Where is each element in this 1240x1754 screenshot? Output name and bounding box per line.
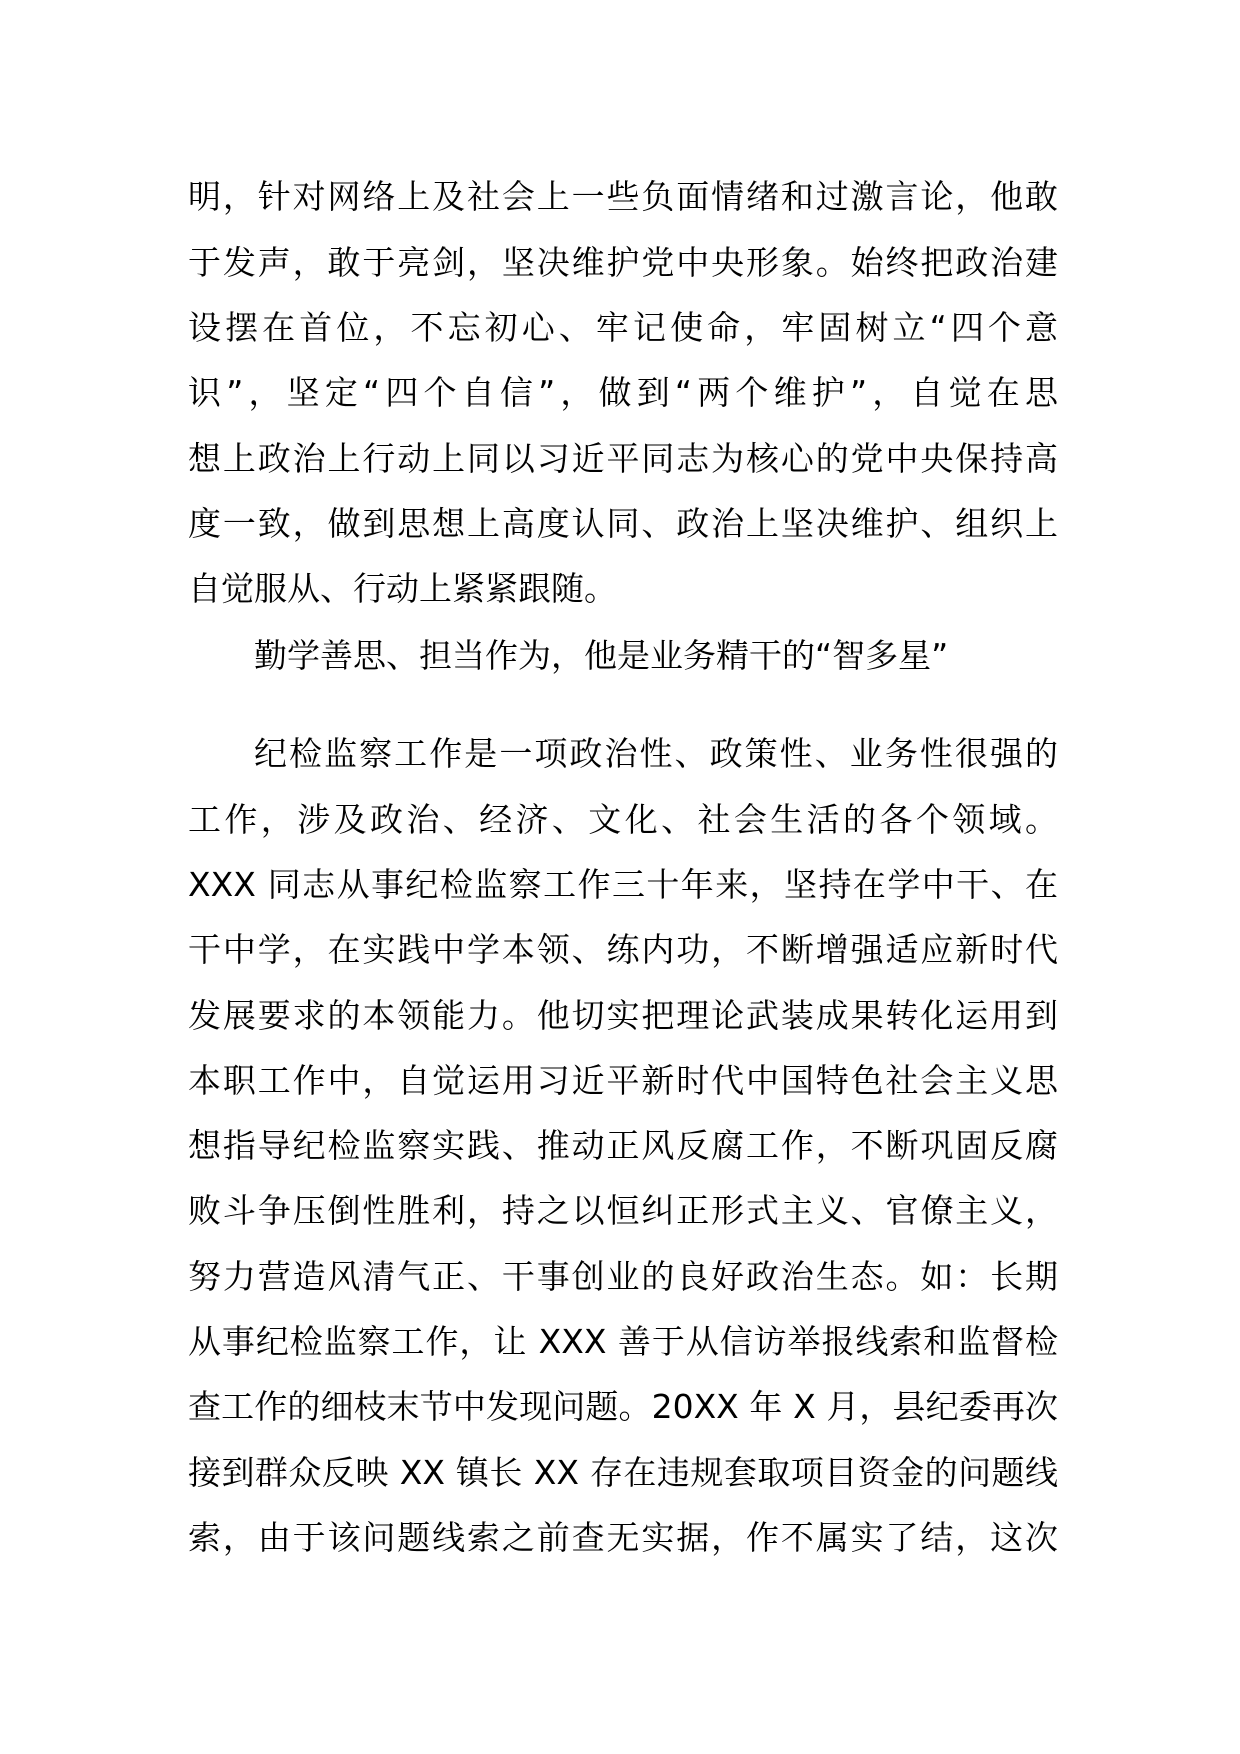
paragraph-1-line: 想上政治上行动上同以习近平同志为核心的党中央保持高 — [188, 439, 1058, 478]
paragraph-2-line: 工作，涉及政治、经济、文化、社会生活的各个领域。 — [188, 800, 1058, 839]
paragraph-1-line: 于发声，敢于亮剑，坚决维护党中央形象。始终把政治建 — [188, 243, 1058, 282]
paragraph-2-line: 想指导纪检监察实践、推动正风反腐工作，不断巩固反腐 — [188, 1126, 1058, 1165]
paragraph-2-line: 发展要求的本领能力。他切实把理论武装成果转化运用到 — [188, 996, 1058, 1035]
section-heading: 勤学善思、担当作为，他是业务精干的“智多星” — [254, 636, 949, 675]
paragraph-2-line: 纪检监察工作是一项政治性、政策性、业务性很强的 — [254, 734, 1058, 773]
paragraph-2-line: 查工作的细枝末节中发现问题。20XX 年 X 月，县纪委再次 — [188, 1387, 1058, 1426]
paragraph-1-line: 明，针对网络上及社会上一些负面情绪和过激言论，他敢 — [188, 177, 1058, 216]
paragraph-2-line: XXX 同志从事纪检监察工作三十年来，坚持在学中干、在 — [188, 865, 1058, 904]
paragraph-2-line: 败斗争压倒性胜利，持之以恒纠正形式主义、官僚主义， — [188, 1191, 1058, 1230]
paragraph-2-line: 本职工作中，自觉运用习近平新时代中国特色社会主义思 — [188, 1061, 1058, 1100]
paragraph-1-line: 自觉服从、行动上紧紧跟随。 — [188, 569, 617, 608]
paragraph-2-line: 索，由于该问题线索之前查无实据，作不属实了结，这次 — [188, 1518, 1058, 1557]
paragraph-1-line: 设摆在首位，不忘初心、牢记使命，牢固树立“四个意 — [188, 308, 1058, 347]
paragraph-2-line: 干中学，在实践中学本领、练内功，不断增强适应新时代 — [188, 930, 1058, 969]
paragraph-2-line: 努力营造风清气正、干事创业的良好政治生态。如：长期 — [188, 1257, 1058, 1296]
paragraph-1-line: 度一致，做到思想上高度认同、政治上坚决维护、组织上 — [188, 504, 1058, 543]
paragraph-2-line: 从事纪检监察工作，让 XXX 善于从信访举报线索和监督检 — [188, 1322, 1058, 1361]
paragraph-1-line: 识”，坚定“四个自信”，做到“两个维护”，自觉在思 — [188, 373, 1058, 412]
paragraph-2-line: 接到群众反映 XX 镇长 XX 存在违规套取项目资金的问题线 — [188, 1453, 1058, 1492]
